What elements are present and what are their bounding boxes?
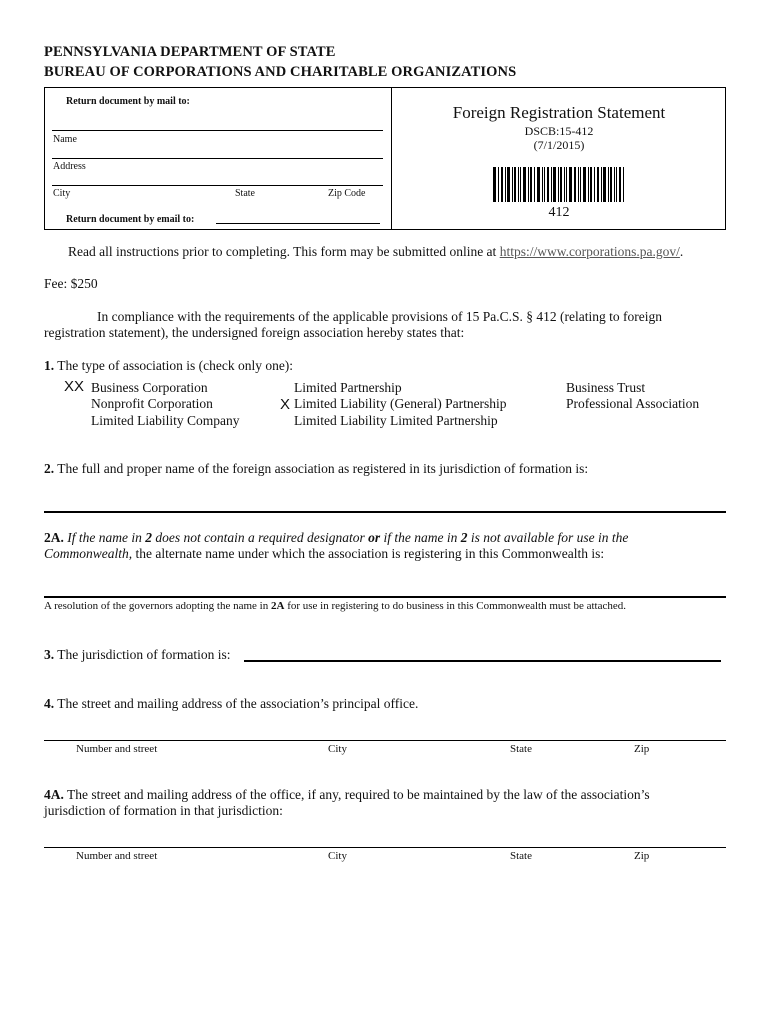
- formation-zip-label: Zip: [634, 850, 650, 862]
- option-nonprofit-corporation[interactable]: Nonprofit Corporation: [91, 396, 213, 411]
- item-4a-question-line-2: jurisdiction of formation in that jurisdiction:: [44, 803, 283, 818]
- option-professional-association[interactable]: Professional Association: [566, 396, 700, 411]
- name-label: Name: [53, 134, 77, 145]
- option-business-trust[interactable]: Business Trust: [566, 380, 646, 395]
- barcode-number: 412: [548, 205, 570, 220]
- principal-city-label: City: [328, 743, 347, 755]
- form-date: (7/1/2015): [533, 138, 585, 152]
- option-business-corporation[interactable]: Business Corporation: [91, 380, 208, 395]
- email-field[interactable]: [216, 223, 380, 224]
- item-2a-question-line-1: 2A. If the name in 2 does not contain a required designator or if the name in 2 is not available for use in the: [44, 530, 629, 545]
- return-by-mail-label: Return document by mail to:: [66, 96, 190, 107]
- form-title: Foreign Registration Statement: [452, 103, 666, 122]
- address-label: Address: [53, 161, 86, 172]
- item-3-question: 3. The jurisdiction of formation is:: [44, 647, 231, 662]
- compliance-line-1: In compliance with the requirements of the applicable provisions of 15 Pa.C.S. § 412 (relating to foreign: [97, 309, 662, 324]
- item-2a-question-line-2: Commonwealth, the alternate name under which the association is registering in this Commonwealth is:: [44, 546, 605, 561]
- online-filing-link[interactable]: https://www.corporations.pa.gov/: [499, 244, 680, 259]
- formation-street-label: Number and street: [76, 850, 158, 862]
- alternate-name-field[interactable]: [44, 596, 726, 598]
- formation-office-address-field[interactable]: [44, 847, 726, 848]
- barcode: [493, 167, 624, 202]
- item-2-question: 2. The full and proper name of the foreign association as registered in its jurisdiction of formation is:: [44, 461, 589, 476]
- principal-office-address-field[interactable]: [44, 740, 726, 741]
- resolution-note: A resolution of the governors adopting the name in 2A for use in registering to do business in this Commonwealth must be attached.: [44, 600, 626, 612]
- jurisdiction-field[interactable]: [244, 660, 721, 662]
- header-bureau: BUREAU OF CORPORATIONS AND CHARITABLE ORGANIZATIONS: [44, 64, 517, 80]
- city-state-zip-field[interactable]: [52, 185, 383, 186]
- instructions-text: Read all instructions prior to completing. This form may be submitted online at https://www.corporations.pa.gov/.: [68, 244, 684, 259]
- principal-zip-label: Zip: [634, 743, 650, 755]
- association-name-field[interactable]: [44, 511, 726, 513]
- zip-code-label: Zip Code: [328, 188, 366, 199]
- name-field[interactable]: [52, 130, 383, 131]
- option-limited-liability-company[interactable]: Limited Liability Company: [91, 413, 240, 428]
- formation-state-label: State: [510, 850, 532, 862]
- option-limited-liability-limited-partnership[interactable]: Limited Liability Limited Partnership: [294, 413, 498, 428]
- address-field[interactable]: [52, 158, 383, 159]
- item-4-question: 4. The street and mailing address of the association’s principal office.: [44, 696, 419, 711]
- city-label: City: [53, 188, 71, 199]
- compliance-line-2: registration statement), the undersigned foreign association hereby states that:: [44, 325, 465, 340]
- business-corporation-mark[interactable]: XX: [64, 378, 85, 395]
- state-label: State: [235, 188, 255, 199]
- return-by-email-label: Return document by email to:: [66, 214, 195, 225]
- principal-street-label: Number and street: [76, 743, 158, 755]
- principal-state-label: State: [510, 743, 532, 755]
- option-limited-liability-general-partnership[interactable]: Limited Liability (General) Partnership: [294, 396, 507, 411]
- header-department: PENNSYLVANIA DEPARTMENT OF STATE: [44, 44, 336, 60]
- item-4a-question-line-1: 4A. The street and mailing address of the office, if any, required to be maintained by the law of the association’s: [44, 787, 650, 802]
- option-limited-partnership[interactable]: Limited Partnership: [294, 380, 402, 395]
- form-code: DSCB:15-412: [524, 124, 594, 138]
- llp-general-mark[interactable]: X: [280, 396, 291, 413]
- item-1-question: 1. The type of association is (check only one):: [44, 358, 294, 373]
- formation-city-label: City: [328, 850, 347, 862]
- fee-text: Fee: $250: [44, 276, 98, 291]
